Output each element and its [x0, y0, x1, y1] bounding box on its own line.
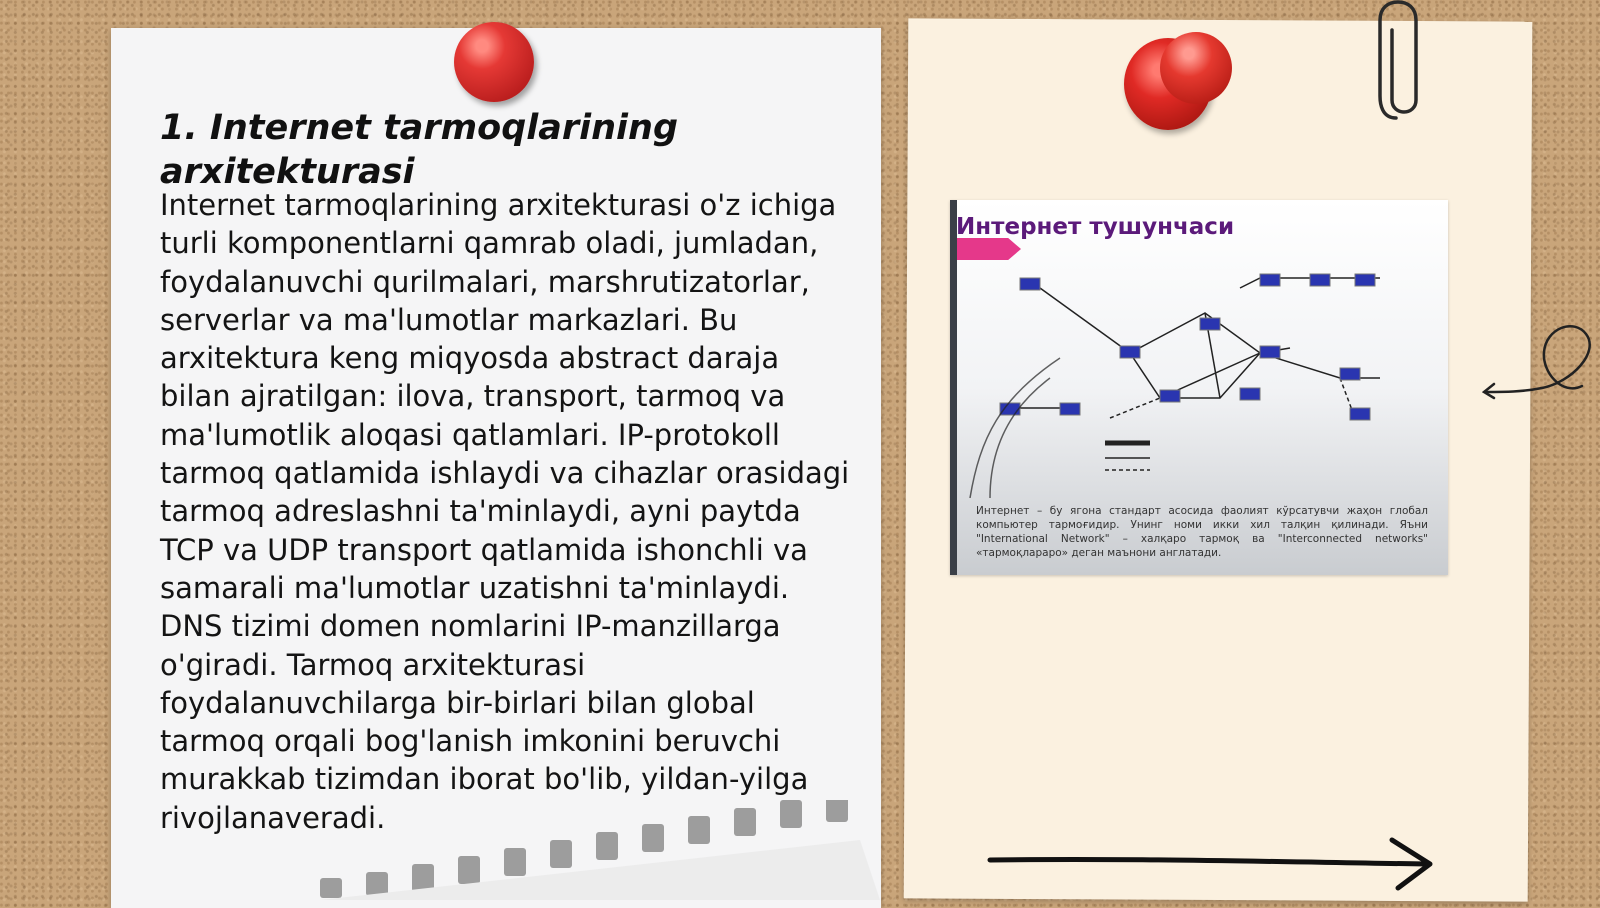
slide-body-text: Internet tarmoqlarining arxitekturasi o'z ichiga turli komponentlarni qamrab oladi, jumladan, foydalanuvchi qurilmalari, marshrutizatorlar, serverlar va ma'lumotlar markazlari. Bu arxitektura keng miqyosda abstract daraja bilan ajratilgan: ilova, transport, tarmoq va ma'lumotlik aloqasi qatlamlari. IP-protokoll tarmoq qatlamida ishlaydi va cihazlar orasidagi tarmoq adreslashni ta'minlaydi, ayni paytda TCP va UDP transport qatlamida ishonchli va samarali ma'lumotlar uzatishni ta'minlaydi. DNS tizimi domen nomlarini IP-manzillarga o'giradi. Tarmoq arxitekturasi foydalanuvchilarga bir-birlari bilan global tarmoq orqali bog'lanish imkonini beruvchi murakkab tizimdan iborat bo'lib, yildan-yilga rivojlanaveradi.: [160, 188, 850, 835]
push-pin-icon: [1160, 32, 1232, 104]
image-side-bar: [950, 200, 957, 575]
image-caption: Интернет – бу ягона стандарт асосида фаолият кўрсатувчи жаҳон глобал компьютер тармоғидир. Унинг номи икки хил талқин қилинади. Яъни "International Network" – халқаро тармоқ ва "Interconnected networks" «тармоқлараро» деган маънони англатади.: [976, 505, 1428, 559]
paper-clip-icon: [1376, 0, 1426, 125]
image-accent-arrow: [957, 238, 1021, 260]
network-diagram: [960, 258, 1430, 498]
slide-title: 1. Internet tarmoqlarining arxitekturasi: [160, 108, 679, 192]
internet-concept-image: [950, 200, 1448, 575]
arrow-right-icon: [986, 836, 1446, 892]
image-title: Интернет тушунчаси: [956, 214, 1235, 240]
push-pin-icon: [454, 22, 534, 102]
swirl-arrow-icon: [1482, 312, 1600, 402]
